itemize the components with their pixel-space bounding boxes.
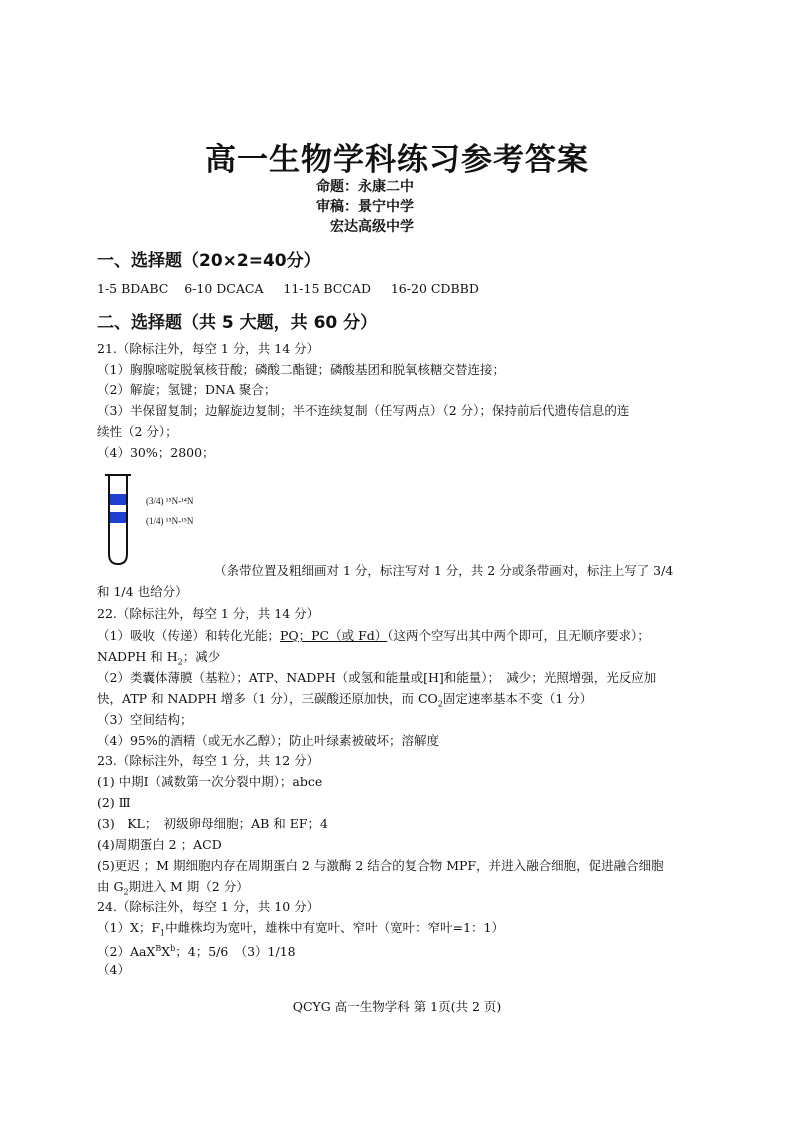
q24-answer-2-rest: ；4；5/6 （3）1/18 — [175, 944, 296, 960]
band-15n-15n — [110, 512, 126, 523]
band-label-1: (3/4) ¹⁵N-¹⁴N — [146, 496, 194, 506]
page-footer: QCYG 高一生物学科 第 1页(共 2 页) — [292, 999, 502, 1014]
q22-answer-1 — [97, 627, 650, 645]
q22-answer-2-part-b: 固定速率基本不变（1 分） — [442, 691, 593, 706]
q21-grading-note: （条带位置及粗细画对 1 分，标注写对 1 分，共 2 分或条带画对，标注上写了 3/4 — [214, 563, 674, 578]
band-label-2: (1/4) ¹⁵N-¹⁵N — [146, 516, 194, 526]
band-15n-14n — [110, 494, 126, 505]
test-tube-diagram — [104, 472, 254, 568]
q22-answer-1-part-a: （1）吸收（传递）和转化光能； — [97, 628, 280, 643]
answers-1-5: 1-5 BDABC — [97, 281, 169, 296]
q21-answer-4: （4）30%；2800； — [97, 445, 215, 460]
q23-g2-subscript: 2 — [123, 887, 129, 897]
choice-answers — [97, 280, 479, 298]
q23-answer-5-part-a: 由 G — [97, 879, 124, 894]
q22-answer-3: （3）空间结构； — [97, 712, 193, 727]
q21-answer-3-cont: 续性（2 分）； — [97, 424, 178, 439]
review-school-2: 宏达高级中学 — [330, 219, 414, 235]
section-1-heading: 一、选择题（20×2=40分） — [97, 251, 321, 271]
q24-b-superscript: B — [155, 944, 162, 953]
q24-b-lower-superscript: b — [170, 944, 176, 953]
q24-genotype-prefix: （2）AaX — [97, 944, 156, 960]
q24-answer-1-part-b: 中雌株均为宽叶，雄株中有宽叶、窄叶（宽叶：窄叶=1：1） — [165, 920, 505, 935]
q22-answer-2-cont — [97, 690, 592, 714]
q23-heading: 23.（除标注外，每空 1 分，共 12 分） — [97, 753, 320, 768]
review-school: 审稿：景宁中学 — [316, 199, 414, 215]
q24-answer-1-part-a: （1）X；F — [97, 920, 161, 935]
q21-answer-2: （2）解旋；氢键；DNA 聚合； — [97, 382, 277, 397]
q22-co2-subscript: 2 — [437, 699, 443, 709]
q23-answer-5: (5)更迟 ；M 期细胞内存在周期蛋白 2 与激酶 2 结合的复合物 MPF，并进入融合细胞，促进融合细胞 — [97, 858, 664, 873]
q22-answer-1-cont — [97, 648, 220, 672]
q22-answer-2-part-a: 快，ATP 和 NADPH 增多（1 分），三碳酸还原加快，而 CO — [97, 691, 438, 706]
section-2-heading: 二、选择题（共 5 大题，共 60 分） — [97, 313, 378, 333]
q22-answer-1-underlined: PQ；PC（或 Fd） — [279, 628, 388, 643]
answers-11-15: 11-15 BCCAD — [283, 281, 371, 296]
q22-decrease-text: ；减少 — [182, 649, 221, 664]
q24-heading: 24.（除标注外，每空 1 分，共 10 分） — [97, 899, 320, 914]
q21-grading-note-cont: 和 1/4 也给分） — [97, 584, 188, 599]
proposition-school: 命题：永康二中 — [316, 179, 414, 195]
q21-answer-3: （3）半保留复制；边解旋边复制；半不连续复制（任写两点）（2 分）；保持前后代遗传信息的连 — [97, 403, 630, 418]
q24-f1-subscript: 1 — [160, 928, 166, 938]
q22-heading: 22.（除标注外，每空 1 分，共 14 分） — [97, 606, 320, 621]
q23-answer-3: (3) KL； 初级卵母细胞；AB 和 EF；4 — [97, 816, 329, 831]
q24-answer-2 — [97, 940, 296, 961]
q24-answer-1 — [97, 919, 504, 943]
q23-answer-5-part-b: 期进入 M 期（2 分） — [128, 879, 249, 894]
q22-answer-1-part-b: （这两个空写出其中两个即可，且无顺序要求）； — [387, 628, 650, 643]
q23-answer-1: (1) 中期Ⅰ（减数第一次分裂中期）；abce — [97, 774, 323, 789]
q22-answer-2: （2）类囊体薄膜（基粒）；ATP、NADPH（或氢和能量或[H]和能量）； 减少；光照增强，光反应加 — [97, 670, 657, 685]
q23-answer-2: (2) Ⅲ — [97, 795, 131, 810]
q24-x-text: X — [161, 944, 171, 960]
q22-nadph-text: NADPH 和 H — [97, 649, 178, 664]
q22-answer-4: （4）95%的酒精（或无水乙醇）；防止叶绿素被破坏；溶解度 — [97, 733, 439, 748]
q21-answer-1: （1）胸腺嘧啶脱氧核苷酸；磷酸二酯键；磷酸基团和脱氧核糖交替连接； — [97, 362, 505, 377]
answers-6-10: 6-10 DCACA — [184, 281, 264, 296]
q22-h2-subscript: 2 — [177, 657, 183, 667]
q24-answer-4: （4） — [97, 962, 130, 977]
q23-answer-4: (4)周期蛋白 2 ；ACD — [97, 837, 222, 852]
page-title: 高一生物学科练习参考答案 — [205, 142, 589, 178]
answers-16-20: 16-20 CDBBD — [390, 281, 479, 296]
q21-heading: 21.（除标注外，每空 1 分，共 14 分） — [97, 341, 320, 356]
